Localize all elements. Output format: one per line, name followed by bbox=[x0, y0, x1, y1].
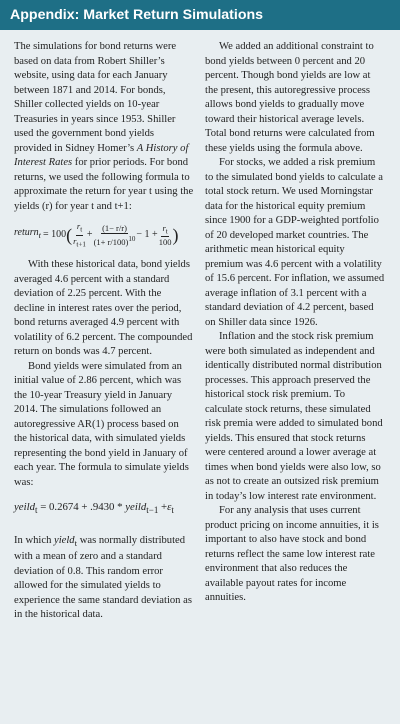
formula-fraction-2: $\frac{(1- r/r)}{(1+ r/100)^{10}}$ bbox=[93, 223, 136, 247]
formula-lhs: return$_t$ bbox=[14, 227, 41, 241]
formula-close-paren: ) bbox=[172, 225, 179, 245]
header-title: Appendix: Market Return Simulations bbox=[10, 7, 264, 23]
formula-fraction-3: $\frac{r_t}{100}$ bbox=[158, 222, 172, 248]
left-paragraph-3: Bond yields were simulated from an initial value of 2.86 percent, which was the 10-year Treasury yield in January 2014. The simulations followed an autoregressive AR(1) process based on the historical data, with simulated yields representing the bond yield in January of each year. The formula to simulate yields was: bbox=[14, 360, 189, 488]
yield-formula: yeild$_t$ = 0.2674 + .9430 * yeild$_{t-1}$ $+\varepsilon_t$ bbox=[14, 501, 174, 516]
left-p1-text-a: The simulations for bond returns were based on data from Robert Shiller’s website, using data for each January between 1871 and 2014. For bonds, Shiller collected yields on 10-year Treasuries in years since 1953. Shiller used the government bond yields provided in Sidney Homer’s bbox=[14, 41, 177, 154]
right-paragraph-1: We added an additional constraint to bond yields between 0 percent and 20 percent. Though bond yields are low at the present, this autoregressive process allows bond yields to gradually move toward their historical average levels. Total bond returns were calculated from these yields using the formula above. bbox=[205, 41, 375, 154]
left-p1-text-b: for prior periods. For bond returns, we used the following formula to approximate the return for year t using the yields (r) for year t and t+1: bbox=[14, 157, 194, 212]
right-paragraph-4: For any analysis that uses current product pricing on income annuities, it is important to also have stock and bond returns reflect the same low interest rate environment that also reduces the available payout rates for income annuities. bbox=[205, 505, 379, 603]
right-paragraph-2: For stocks, we added a risk premium to the simulated bond yields to calculate a total stock return. We used Morningstar data for the historical equity premium since 1900 for a GDP-weighted portfolio of 20 developed market countries. The arithmetic mean historical equity premium was 4.6 percent with a volatility of 15.6 percent. For inflation, we assumed average inflation of 3.1 percent with a standard deviation of 4.2 percent, based on Shiller data since 1926. bbox=[205, 157, 385, 328]
left-column bbox=[14, 40, 194, 623]
left-paragraph-1 bbox=[14, 40, 194, 214]
formula-eq: = 100 bbox=[42, 228, 67, 240]
left-paragraph-2: With these historical data, bond yields averaged 4.6 percent with a standard deviation of 2.25 percent. With the decline in interest rates over the period, bond returns averaged 4.9 percent with volatility of 6.2 percent. The compounded return on bonds was 4.7 percent. bbox=[14, 259, 193, 357]
return-formula: return$_t$ = 100 ( $\frac{r_t}{r_{t+1}}$ + $\frac{(1- r/r)}{(1+ r/100)^{10}}$ − 1 + $\frac{r_t}{100}$ ) bbox=[14, 220, 179, 249]
formula-open-paren: ( bbox=[66, 225, 73, 245]
formula-fraction-1: $\frac{r_t}{r_{t+1}}$ bbox=[73, 220, 86, 249]
section-header bbox=[0, 0, 400, 30]
left-paragraph-4: In which yield$_t$ was normally distributed with a mean of zero and a standard deviation of 0.8. This random error allowed for the simulated yields to experience the same standard deviation as in the historical data. bbox=[14, 534, 192, 621]
right-column bbox=[205, 40, 385, 606]
right-paragraph-3: Inflation and the stock risk premium were both simulated as independent and identically distributed normal distribution processes. This approach preserved the historical stock risk premium. To calculate stock returns, these simulated risk premia were added to simulated bond yields. This ensured that stock returns were centered around a lower average at times when bond yields were also low, so as not to create an outsized risk premium in today’s low interest rate environment. bbox=[205, 331, 383, 502]
formula-tail: − 1 + bbox=[136, 228, 158, 240]
book-title: A History of Interest Rates bbox=[14, 142, 189, 168]
